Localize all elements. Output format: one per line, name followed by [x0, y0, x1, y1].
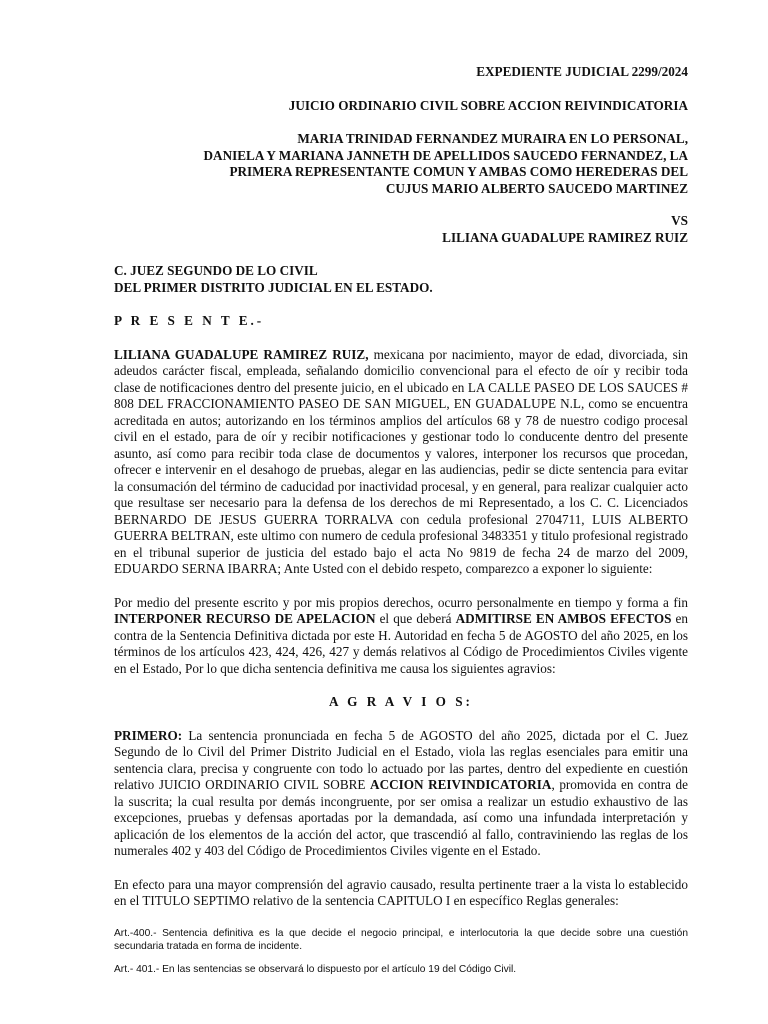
- grievance-text: La sentencia pronunciada en fecha 5 de AGOSTO del año 2025, dictada por el C. Juez Segundo de lo Civil del Primer Distrito Judicial en el Estado, viola las reglas esenciales para emitir una sentencia clara, precisa y congruente con todo lo actuado por las partes, dentro del expediente en cuestión relativo JUICIO ORDINARIO CIVIL SOBRE: [114, 727, 688, 792]
- defendant-name: LILIANA GUADALUPE RAMIREZ RUIZ: [442, 229, 688, 245]
- juicio-title: JUICIO ORDINARIO CIVIL SOBRE ACCION REIVINDICATORIA: [288, 97, 688, 113]
- promovente-name: LILIANA GUADALUPE RAMIREZ RUIZ,: [114, 346, 369, 362]
- plaintiffs-line: MARIA TRINIDAD FERNANDEZ MURAIRA EN LO PERSONAL,: [297, 131, 688, 146]
- appeal-emphasis: ADMITIRSE EN AMBOS EFECTOS: [455, 611, 672, 626]
- addressee-line: C. JUEZ SEGUNDO DE LO CIVIL: [114, 263, 318, 278]
- plaintiffs-block: [114, 131, 688, 197]
- grievance-label: PRIMERO:: [114, 727, 183, 743]
- appeal-text: Por medio del presente escrito y por mis propios derechos, ocurro personalmente en tiempo y forma a fin: [114, 594, 688, 610]
- agravios-heading: A G R A V I O S:: [329, 694, 473, 709]
- addressee-block: [114, 263, 688, 296]
- introduction-text: mexicana por nacimiento, mayor de edad, divorciada, sin adeudos carácter fiscal, empleada, señalando domicilio convencional para el efecto de oír y recibir toda clase de notificaciones dentro del presente juicio, en el ubicado en LA CALLE PASEO DE LOS SAUCES # 808 DEL FRACCIONAMIENTO PASEO DE SAN MIGUEL, EN GUADALUPE N.L, como se encuentra acreditada en autos; autorizando en los términos amplios del artículos 68 y 78 de nuestro codigo procesal civil en el estado, para de oír y recibir notificaciones y gestionar todo lo conducente dentro del presente asunto, así como para recibir toda clase de documentos y valores, interponer los recursos que procedan, ofrecer e intervenir en el desahogo de pruebas, alegar en las audiencias, pedir se dicte sentencia para evitar la consumación del término de caducidad por inactividad procesal, y en general, para realizar cualquier acto que resultase ser necesario para la defensa de los derechos de mi Representado, a los C. C. Licenciados BERNARDO DE JESUS GUERRA TORRALVA con cedula profesional 2704711, LUIS ALBERTO GUERRA BELTRAN, este ultimo con numero de cedula profesional 3483351 y titulo profesional registrado en el tribunal superior de justicia del estado bajo el acta No 9819 de fecha 24 de marzo del 2009, EDUARDO SERNA IBARRA; Ante Usted con el debido respeto, comparezco a exponer lo siguiente:: [114, 346, 688, 576]
- grievance-text: , promovida en contra de la suscrita; la cual resulta por demás incongruente, por ser omisa a realizar un estudio exhaustivo de las excepciones, pruebas y defensas aportadas por la demandada, así como una infundada interpretación y aplicación de los elementos de la acción del actor, que trascendió al fallo, contraviniendo las reglas de los numerales 402 y 403 del Código de Procedimientos Civiles vigente en el Estado.: [114, 777, 688, 858]
- grievance-emphasis: ACCION REIVINDICATORIA: [370, 777, 552, 792]
- appeal-text: el que deberá: [375, 611, 456, 626]
- context-paragraph: En efecto para una mayor comprensión del agravio causado, resulta pertinente traer a la vista lo establecido en el TITULO SEPTIMO relativo de la sentencia CAPITULO I en específico Reglas generales:: [114, 876, 688, 908]
- expediente-number: EXPEDIENTE JUDICIAL 2299/2024: [476, 64, 688, 79]
- article-400-quote: Art.-400.- Sentencia definitiva es la que decide el negocio principal, e interlocutoria la que decide sobre una cuestión secundaria tratada en forma de incidente.: [114, 927, 688, 952]
- introduction-paragraph: [114, 347, 688, 578]
- appeal-emphasis: INTERPONER RECURSO DE APELACION: [114, 611, 376, 626]
- plaintiffs-line: PRIMERA REPRESENTANTE COMUN Y AMBAS COMO HEREDERAS DEL: [229, 164, 688, 179]
- addressee-line: DEL PRIMER DISTRITO JUDICIAL EN EL ESTADO.: [114, 279, 433, 295]
- presente-heading: P R E S E N T E.-: [114, 313, 265, 328]
- article-401-quote: Art.- 401.- En las sentencias se observará lo dispuesto por el artículo 19 del Código Civil.: [114, 963, 517, 975]
- plaintiffs-line: CUJUS MARIO ALBERTO SAUCEDO MARTINEZ: [385, 180, 688, 196]
- appeal-text: en contra de la Sentencia Definitiva dictada por este H. Autoridad en fecha 5 de AGOSTO del año 2025, en los términos de los artículos 423, 424, 426, 427 y demás relativos al Código de Procedimientos Civiles vigente en el Estado, Por lo que dicha sentencia definitiva me causa los siguientes agravios:: [114, 611, 688, 676]
- versus-label: VS: [671, 213, 688, 228]
- plaintiffs-line: DANIELA Y MARIANA JANNETH DE APELLIDOS SAUCEDO FERNANDEZ, LA: [203, 147, 688, 163]
- first-grievance-paragraph: [114, 728, 688, 860]
- appeal-paragraph: [114, 595, 688, 678]
